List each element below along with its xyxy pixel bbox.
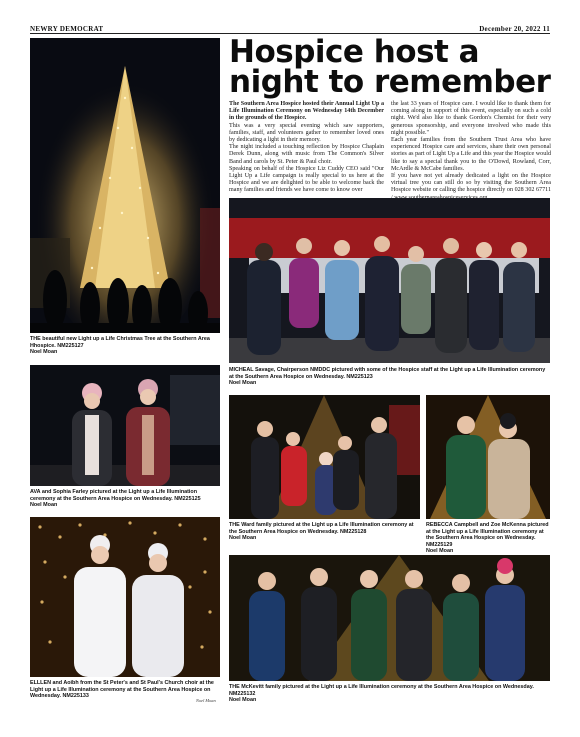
rebecca-photo-illustration	[426, 395, 550, 519]
ellen-photo-illustration	[30, 517, 220, 677]
mckevitt-photo-illustration	[229, 555, 550, 681]
caption-tree-credit: Noel Moan	[30, 349, 58, 356]
caption-ava	[30, 489, 220, 509]
caption-rebecca-text: REBECCA Campbell and Zoe McKenna pictured at the Light up a Life Illumination ceremony at the Southern Area Hospice on Wednesday. NM225129	[426, 522, 549, 548]
caption-mckevitt	[229, 684, 550, 704]
caption-mckevitt-credit: Noel Moan	[229, 697, 257, 704]
mckevitt-family-photo	[229, 555, 550, 681]
article-paragraph: If you have not yet already dedicated a light on the Hospice virtual tree you can still do so by visiting the Southern Area Hospice website or calling the hospice directly on 028 302 67711	[391, 173, 551, 194]
ava-photo-illustration	[30, 365, 220, 486]
caption-staff-credit: Noel Moan	[229, 380, 257, 387]
article-paragraph: the last 33 years of Hospice care. I would like to thank them for coming along in support of this event, especially on such a cold night. We'd also like to thank Gordon's Chemist for their very generous sponsorship, and everyone involved who made this night possible."	[391, 101, 551, 136]
staff-photo-illustration	[229, 198, 550, 363]
publication-name: NEWRY DEMOCRAT	[30, 25, 104, 33]
caption-mckevitt-text: THE McKevitt family pictured at the Light up a Life Illumination ceremony at the Southern Area Hospice on Wednesday. NM225132	[229, 684, 534, 697]
ward-family-photo	[229, 395, 420, 519]
caption-elllen-text: ELLLEN and Aoibh from the St Peter's and St Paul's Church choir at the Light up a Life Illumination ceremony at the Southern Area Hospice on Wednesday. NM225133	[30, 680, 214, 700]
article-paragraph: This was a very special evening which saw supporters, families, staff, and volunteers gather to remember loved ones by dedicating a light in their memory.	[229, 122, 384, 144]
caption-rebecca-credit: Noel Moan	[426, 548, 454, 555]
article-paragraph: Each year families from the Southern Trust Area who have experienced Hospice care and services, share their own personal stories as part of Light Up a Life and this year the Hospice would like to say a special thank you to the O'Dowd, Rowland, Corr, McArdle & McCabe families.	[391, 137, 551, 172]
caption-ava-credit: Noel Moan	[30, 502, 58, 509]
tree-photo-illustration	[30, 38, 220, 333]
caption-staff-text: MICHEAL Savage, Chairperson NMDDC pictured with some of the Hospice staff at the Light up a Life Illumination ceremony at the Southern Area Hospice on Wednesday. NM225123	[229, 367, 546, 380]
caption-ward-text: THE Ward family pictured at the Light up a Life Illumination ceremony at the Southern Area Hospice on Wednesday. NM225128	[229, 522, 414, 535]
caption-elllen	[30, 680, 220, 700]
caption-tree	[30, 336, 220, 356]
tree-photo	[30, 38, 220, 333]
rebecca-zoe-photo	[426, 395, 550, 519]
article-paragraph: Speaking on behalf of the Hospice Liz Cuddy CEO said "Our Light Up a Life campaign is really special to us here at the Hospice and we are delighted to be able to welcome back the many families and friends we have come to know over	[229, 165, 384, 194]
caption-ward-credit: Noel Moan	[229, 535, 257, 542]
article-column-2	[391, 101, 551, 202]
caption-rebecca	[426, 522, 550, 555]
caption-ward	[229, 522, 420, 542]
ward-photo-illustration	[229, 395, 420, 519]
article-paragraph: The night included a touching reflection by Hospice Chaplain Derek Dunn, along with music from The Common's Silver Band and carols by St. Peter & Paul choir.	[229, 144, 384, 165]
date-page-number: December 20, 2022 11	[479, 25, 550, 33]
article-headline: Hospice host a night to remember	[229, 34, 551, 100]
caption-tree-text: THE beautiful new Light up a Life Christmas Tree at the Southern Area Hhospice. NM225127	[30, 336, 210, 349]
caption-ava-text: AVA and Sophia Farley pictured at the Light up a Life Illumination ceremony at the Southern Area Hospice on Wednesday. NM225125	[30, 489, 201, 502]
staff-group-photo	[229, 198, 550, 363]
ellen-aoibh-photo	[30, 517, 220, 677]
caption-elllen-credit: Noel Moan	[196, 698, 216, 703]
article-column-1	[229, 101, 384, 195]
ava-sophia-photo	[30, 365, 220, 486]
caption-staff	[229, 367, 550, 387]
article-lead: The Southern Area Hospice hosted their Annual Light Up a Life Illumination Ceremony on Wednesday 14th December in the grounds of the Hospice.	[229, 101, 384, 122]
